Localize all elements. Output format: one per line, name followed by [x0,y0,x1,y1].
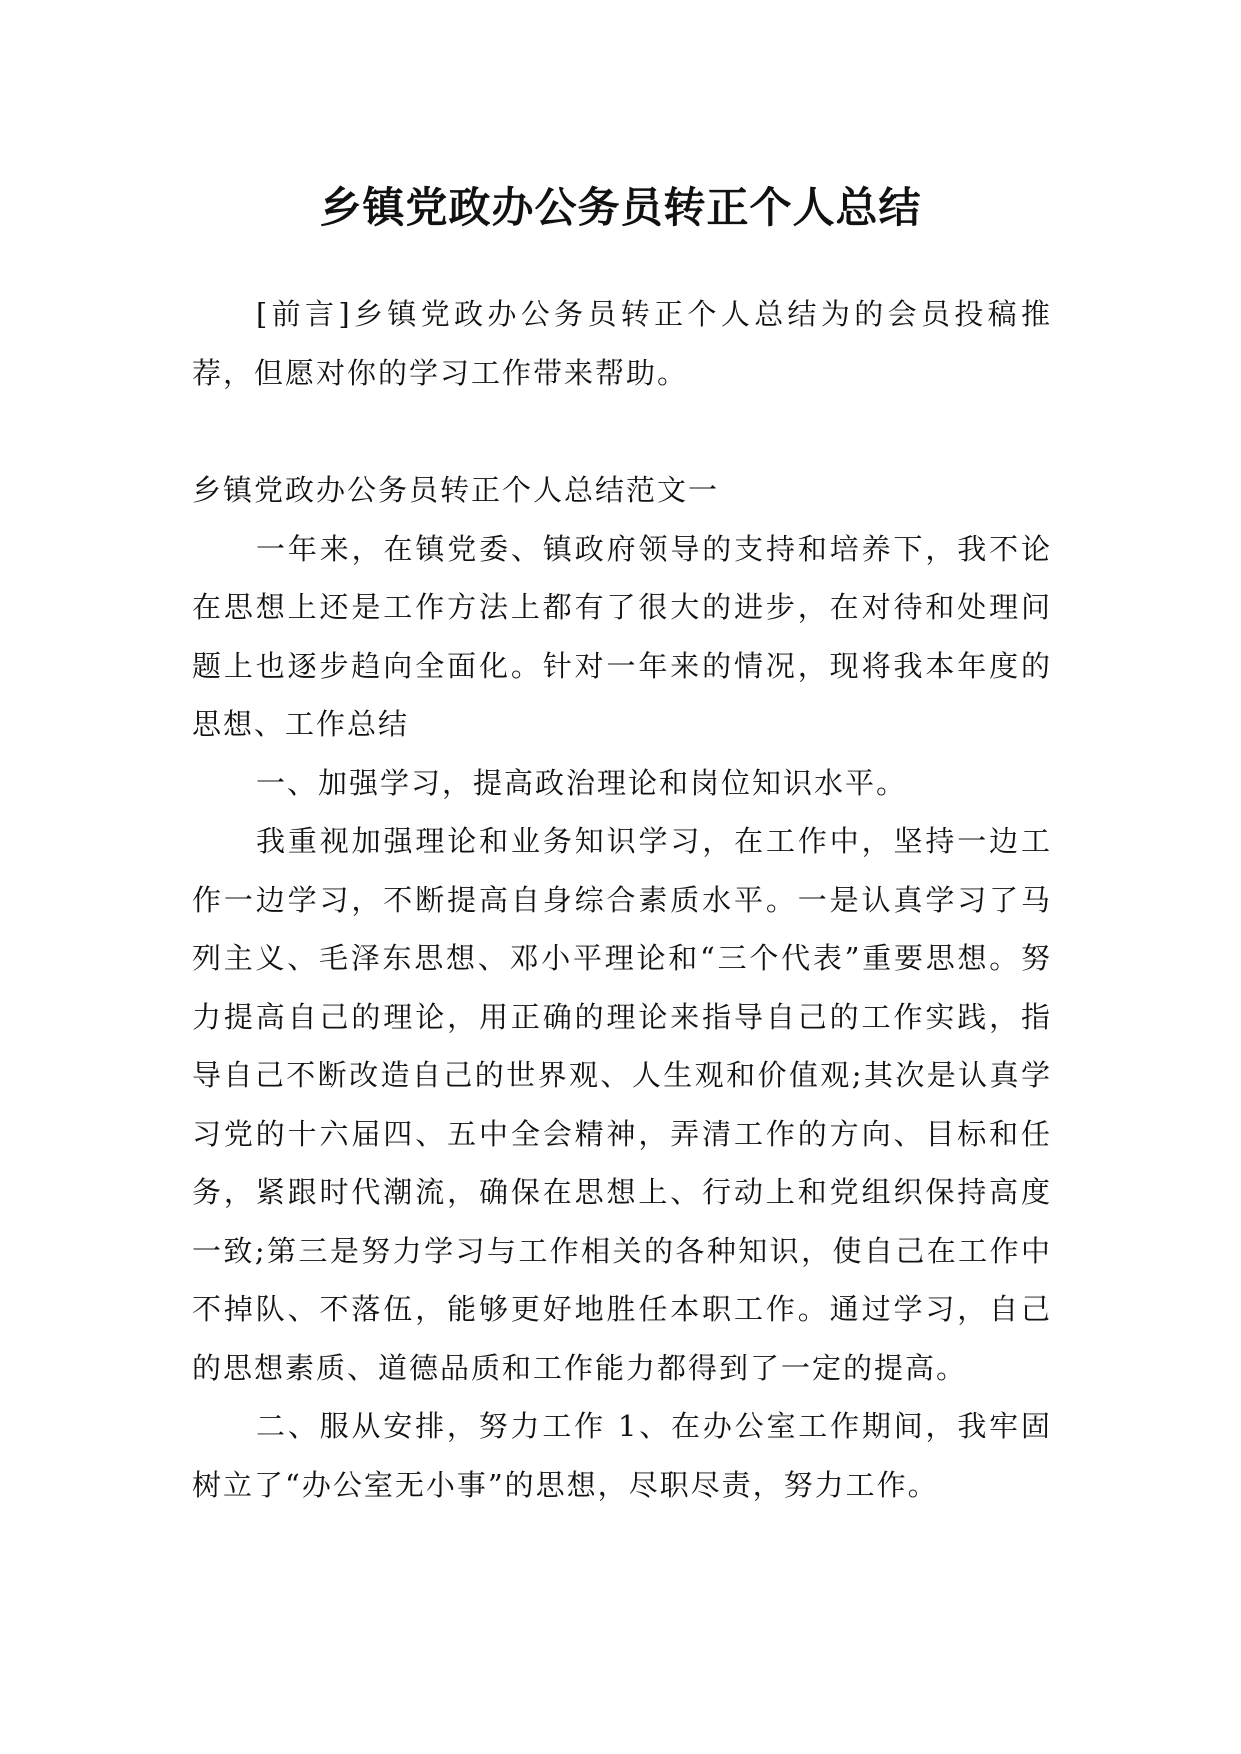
preface-paragraph: [前言]乡镇党政办公务员转正个人总结为的会员投稿推荐，但愿对你的学习工作带来帮助。 [192,297,1052,390]
document-title: 乡镇党政办公务员转正个人总结 [319,183,922,233]
sample-heading: 乡镇党政办公务员转正个人总结范文一 [192,473,720,507]
preface-block [192,285,1052,402]
body-paragraph: 一年来，在镇党委、镇政府领导的支持和培养下，我不论在思想上还是工作方法上都有了很大的进步，在对待和处理问题上也逐步趋向全面化。针对一年来的情况，现将我本年度的思想、工作总结 [192,531,1052,741]
section-two-paragraph: 二、服从安排，努力工作 1、在办公室工作期间，我牢固树立了“办公室无小事”的思想，尽职尽责，努力工作。 [192,1409,1052,1502]
main-text [192,461,1052,1514]
body-paragraph: 我重视加强理论和业务知识学习，在工作中，坚持一边工作一边学习，不断提高自身综合素质水平。一是认真学习了马列主义、毛泽东思想、邓小平理论和“三个代表”重要思想。努力提高自己的理论，用正确的理论来指导自己的工作实践，指导自己不断改造自己的世界观、人生观和价值观;其次是认真学习党的十六届四、五中全会精神，弄清工作的方向、目标和任务，紧跟时代潮流，确保在思想上、行动上和党组织保持高度一致;第三是努力学习与工作相关的各种知识，使自己在工作中不掉队、不落伍，能够更好地胜任本职工作。通过学习，自己的思想素质、道德品质和工作能力都得到了一定的提高。 [192,824,1052,1385]
section-one-heading: 一、加强学习，提高政治理论和岗位知识水平。 [256,765,908,800]
